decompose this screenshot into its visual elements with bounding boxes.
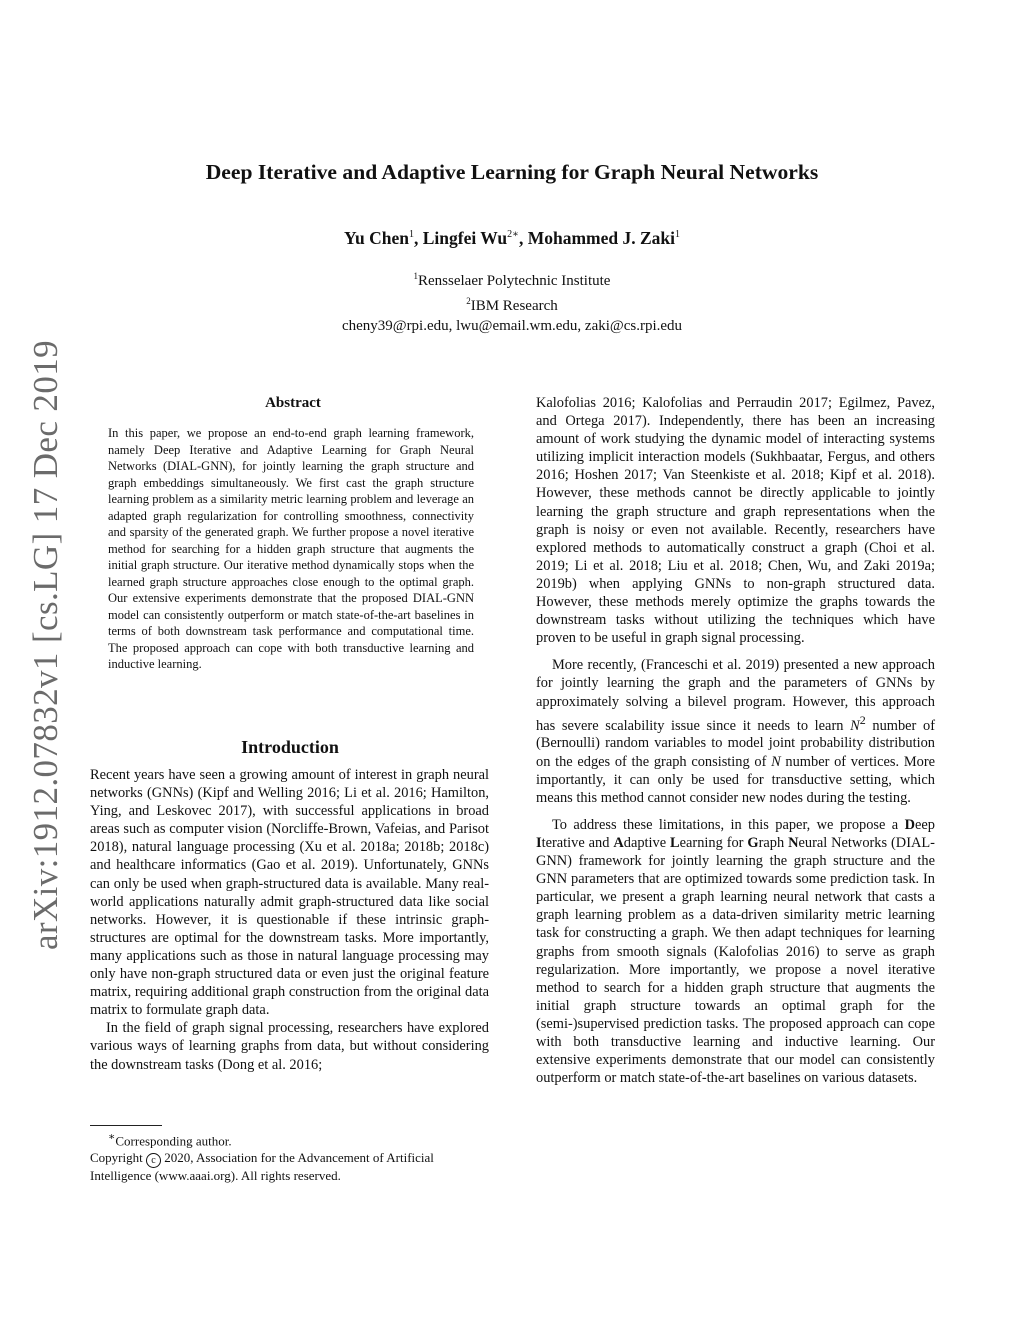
- introduction-heading: Introduction: [241, 737, 339, 757]
- footnote-text: Corresponding author.: [115, 1133, 232, 1149]
- text-run: framework for jointly learning the graph structure and the GNN parameters that are optimized towards some prediction task. In particular, we present a graph learning neural network that casts a graph learning problem as a data-driven similarity metric learning task for constructing a graph. We then adapt techniques for learning graphs from smooth signals (Kalofolias 2016) to serve as graph regularization. More importantly, we propose a novel iterative method to search for a hidden graph structure that augments the initial graph structure towards an optimal graph for the (semi-)supervised prediction tasks. The proposed approach can cope with both transductive learning and inductive learning. Our extensive experiments demonstrate that our model can consistently outperform or match state-of-the-art baselines on various datasets.: [536, 853, 935, 1087]
- text-run: earning for: [679, 834, 748, 851]
- affiliation-line: [0, 291, 1024, 316]
- affiliations: [0, 266, 1024, 336]
- copyright-text: 2020, Association for the Advancement of Artificial Intelligence (www.aaai.org). All rights reserved.: [90, 1149, 434, 1183]
- text-run: eural Networks (DIAL-GNN): [536, 834, 935, 870]
- abstract-text: [108, 425, 474, 673]
- right-column-body: [536, 394, 935, 1087]
- author-emails: cheny39@rpi.edu, lwu@email.wm.edu, zaki@cs.rpi.edu: [341, 318, 683, 334]
- intro-paragraph-4: [536, 816, 935, 1087]
- author-name: Lingfei Wu: [422, 228, 508, 248]
- text-run: daptive: [623, 834, 671, 851]
- author-affiliation-mark: 1: [408, 229, 414, 241]
- text-run: To address these limitations, in this paper, we propose a: [552, 816, 905, 833]
- affiliation-mark: 1: [413, 271, 419, 281]
- text-run: number of vertices. More importantly, it can only be used for transductive setting, which means this method cannot consider new nodes during the testing.: [536, 753, 935, 806]
- affiliation-line: [0, 266, 1024, 291]
- acronym-letter: N: [788, 834, 799, 851]
- affiliation-name: Rensselaer Polytechnic Institute: [418, 273, 611, 289]
- abstract-paragraph: In this paper, we propose an end-to-end graph learning framework, namely Deep Iterative and Adaptive Learning for Graph Neural Networks (DIAL-GNN), for jointly learning the graph structure and graph embeddings simultaneously. We first cast the graph structure learning problem as a similarity metric learning problem and leverage an adapted graph regularization for controlling smoothness, connectivity and sparsity of the generated graph. We further propose a novel iterative method for searching for a hidden graph structure that augments the initial graph structure. Our iterative method dynamically stops when the learned graph structure approaches close enough to the optimal graph. Our extensive experiments demonstrate that the proposed DIAL-GNN model can consistently outperform or match state-of-the-art baselines in terms of both downstream task performance and computational time. The proposed approach can cope with both transductive learning and inductive learning.: [108, 426, 474, 671]
- copyright-symbol: c: [146, 1153, 161, 1168]
- footnotes: [90, 1129, 490, 1184]
- author-affiliation-mark: 2∗: [507, 229, 519, 241]
- intro-paragraph-3: [536, 656, 935, 807]
- acronym-letter: L: [670, 834, 680, 851]
- abstract-heading: Abstract: [265, 395, 321, 411]
- math-symbol: N: [850, 717, 860, 734]
- text-run: eep: [915, 816, 935, 833]
- text-run: More recently, (Franceschi et al. 2019) presented a new approach for jointly learning the graph and the parameters of GNNs by approximately solving a bilevel program. However, this approach has severe scalability issue since it needs to learn: [536, 657, 935, 734]
- math-symbol: N: [771, 753, 781, 770]
- copyright-notice: [90, 1150, 490, 1185]
- author-affiliation-mark: 1: [675, 229, 681, 241]
- math-superscript: 2: [859, 712, 866, 727]
- footnote-divider: [90, 1125, 162, 1126]
- paper-title: Deep Iterative and Adaptive Learning for Graph Neural Networks: [205, 160, 819, 184]
- intro-paragraph-1: Recent years have seen a growing amount of interest in graph neural networks (GNNs) (Kipf and Welling 2016; Li et al. 2016; Hamilton, Ying, and Leskovec 2017), with successful applications in broad areas such as computer vision (Norcliffe-Brown, Vafeias, and Parisot 2018), natural language processing (Xu et al. 2018a; 2018b; 2018c) and healthcare informatics (Gao et al. 2019). Unfortunately, GNNs can only be used when graph-structured data is available. Many real-world applications naturally admit graph-structured data like social networks. However, it is questionable if these intrinsic graph-structures are optimal for the downstream tasks. More importantly, many applications such as those in natural language processing may only have non-graph structured data or even just the original feature matrix, requiring additional graph construction from the original data matrix to formulate graph data.: [90, 767, 489, 1019]
- text-run: terative and: [541, 834, 614, 851]
- acronym-letter: G: [747, 834, 759, 851]
- affiliation-mark: 2: [466, 296, 471, 306]
- author-name: Yu Chen: [343, 228, 409, 248]
- intro-paragraph-2: In the field of graph signal processing, researchers have explored various ways of learning graphs from data, but without considering the downstream tasks (Dong et al. 2016;: [90, 1020, 489, 1073]
- text-run: number of (Bernoulli) random variables to model joint probability distribution on the edges of the graph consisting of: [536, 717, 935, 770]
- acronym-letter: D: [904, 816, 916, 833]
- left-column-body: [90, 766, 489, 1074]
- author-name: Mohammed J. Zaki: [527, 228, 676, 248]
- footnote-mark: ∗: [108, 1131, 116, 1143]
- affiliation-name: IBM Research: [470, 298, 558, 314]
- text-run: raph: [758, 834, 789, 851]
- arxiv-identifier: arXiv:1912.07832v1 [cs.LG] 17 Dec 2019: [26, 339, 65, 951]
- corresponding-author-note: [90, 1129, 490, 1150]
- acronym-letter: I: [536, 834, 542, 851]
- copyright-label: Copyright: [90, 1149, 146, 1165]
- arxiv-sidebar-stamp: [18, 339, 74, 951]
- acronym-letter: A: [613, 834, 624, 851]
- intro-paragraph-2-continued: Kalofolias 2016; Kalofolias and Perraudin 2017; Egilmez, Pavez, and Ortega 2017). Independently, there has been an increasing amount of work studying the dynamic model of interacting systems utilizing implicit interaction models (Sukhbaatar, Fergus, and others 2016; Hoshen 2017; Van Steenkiste et al. 2018; Kipf et al. 2018). However, these methods cannot be directly applicable to jointly learning the graph structure and graph representations when the graph is noisy or even not available. Recently, researchers have explored methods to automatically construct a graph (Choi et al. 2019; Li et al. 2018; Liu et al. 2018; Chen, Wu, and Zaki 2019a; 2019b) when applying GNNs to non-graph structured data. However, these methods merely optimize the graphs towards the downstream tasks without utilizing the techniques which have proven to be useful in graph signal processing.: [536, 395, 935, 647]
- author-list: Yu Chen$^1$, Lingfei $Wu^{2∗}$, Mohammed J. Zaki$^1$: [343, 228, 681, 248]
